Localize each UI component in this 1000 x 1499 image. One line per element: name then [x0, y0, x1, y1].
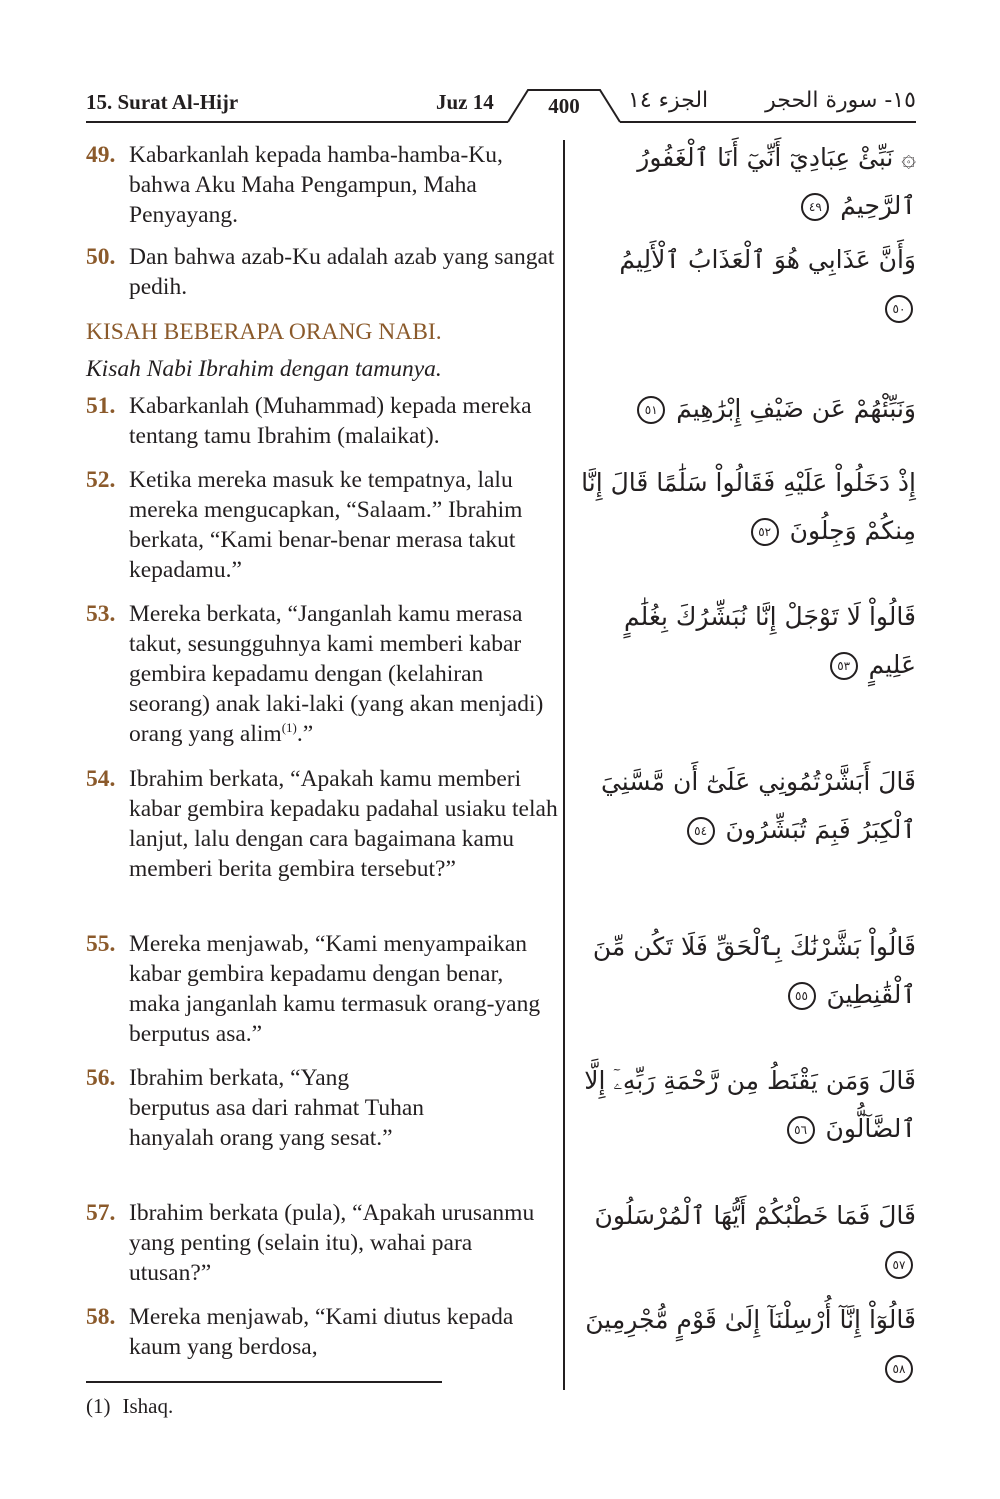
arabic-text: قَالُواْ لَا تَوْجَلْ إِنَّا نُبَشِّرُكَ بِغُلَٰمٍ عَلِيمٍ: [624, 602, 916, 679]
verse-translation-text: Mereka berkata, “Janganlah kamu merasa takut, sesungguhnya kami memberi kabar gembira kepadamu dengan (kelahiran seorang) anak laki-laki (yang akan menjadi) orang yang alim: [129, 601, 544, 747]
surah-title-latin: 15. Surat Al-Hijr: [86, 90, 239, 114]
verse-translation-tail: .”: [296, 721, 314, 747]
arabic-text: قَالُواْ بَشَّرْنَٰكَ بِٱلْحَقِّ فَلَا تَكُن مِّنَ ٱلْقَٰنِطِينَ: [592, 932, 916, 1009]
juz-label-arabic: الجزء ١٤: [628, 88, 709, 113]
verse-number: 56.: [86, 1065, 116, 1091]
footnote-rule: [86, 1381, 442, 1383]
surah-title-arabic: ١٥- سورة الحجر: [765, 88, 916, 113]
arabic-text: قَالَ وَمَن يَقْنَطُ مِن رَّحْمَةِ رَبِّهِۦٓ إِلَّا ٱلضَّآلُّونَ: [584, 1066, 916, 1143]
verse-number: 51.: [86, 393, 116, 419]
verse-52: [86, 465, 558, 585]
verse-49: [86, 140, 558, 230]
verse-58: [86, 1302, 558, 1362]
ayah-end-marker: ٥٦: [787, 1116, 815, 1144]
verse-translation: Ibrahim berkata (pula), “Apakah urusanmu yang penting (selain itu), wahai para utusan?”: [129, 1200, 535, 1286]
section-subheading: Kisah Nabi Ibrahim dengan tamunya.: [86, 356, 442, 382]
verse-56: [86, 1063, 429, 1153]
verse-55: [86, 929, 558, 1049]
arabic-text: قَالَ أَبَشَّرْتُمُونِي عَلَىٰٓ أَن مَّسَّنِيَ ٱلْكِبَرُ فَبِمَ تُبَشِّرُونَ: [600, 767, 916, 844]
arabic-verse-54: [580, 758, 916, 854]
ayah-end-marker: ٥٧: [885, 1251, 913, 1279]
verse-translation: Ketika mereka masuk ke tempatnya, lalu mereka mengucapkan, “Salaam.” Ibrahim berkata, “Kami benar-benar merasa takut kepadamu.”: [129, 467, 523, 583]
verse-54: [86, 764, 558, 884]
verse-number: 58.: [86, 1304, 116, 1330]
arabic-verse-50: [580, 236, 916, 332]
verse-51: [86, 391, 558, 451]
ayah-end-marker: ٥٨: [885, 1355, 913, 1383]
verse-number: 55.: [86, 931, 116, 957]
verse-number: 50.: [86, 244, 116, 270]
verse-translation: Ibrahim berkata, “Apakah kamu memberi kabar gembira kepadaku padahal usiaku telah lanjut, lalu dengan cara bagaimana kamu memberi berita gembira tersebut?”: [129, 766, 558, 882]
arabic-text: قَالَ فَمَا خَطْبُكُمْ أَيُّهَا ٱلْمُرْسَلُونَ: [594, 1201, 916, 1230]
footnote: [86, 1394, 173, 1419]
arabic-verse-51: [580, 385, 916, 433]
arabic-text: وَنَبِّئْهُمْ عَن ضَيْفِ إِبْرَٰهِيمَ: [676, 394, 916, 423]
verse-number: 57.: [86, 1200, 116, 1226]
verse-50: [86, 242, 558, 302]
verse-translation: Kabarkanlah kepada hamba-hamba-Ku, bahwa Aku Maha Pengampun, Maha Penyayang.: [129, 142, 503, 228]
verse-57: [86, 1198, 558, 1288]
arabic-text: قَالُوٓاْ إِنَّآ أُرْسِلْنَآ إِلَىٰ قَوْمٍ مُّجْرِمِينَ: [585, 1305, 916, 1334]
verse-translation: [129, 599, 558, 749]
verse-number: 49.: [86, 142, 116, 168]
ayah-end-marker: ٥١: [637, 396, 665, 424]
ayah-end-marker: ٥٣: [830, 652, 858, 680]
verse-translation: Mereka menjawab, “Kami menyampaikan kabar gembira kepadamu dengan benar, maka janganlah kamu termasuk orang-yang berputus asa.”: [129, 931, 541, 1047]
ayah-end-marker: ٥٤: [687, 817, 715, 845]
verse-number: 52.: [86, 467, 116, 493]
page-number: 400: [548, 94, 580, 118]
arabic-verse-49: [580, 134, 916, 230]
verse-number: 54.: [86, 766, 116, 792]
arabic-verse-58: [580, 1296, 916, 1392]
juz-label-latin: Juz 14: [436, 90, 494, 114]
ayah-end-marker: ٤٩: [801, 193, 829, 221]
arabic-text: وَأَنَّ عَذَابِي هُوَ ٱلْعَذَابُ ٱلْأَلِيمُ: [619, 245, 916, 274]
ayah-end-marker: ٥٢: [751, 518, 779, 546]
ayah-end-marker: ٥٥: [788, 982, 816, 1010]
arabic-verse-56: [580, 1057, 916, 1153]
arabic-verse-57: [580, 1192, 916, 1288]
arabic-verse-53: [580, 593, 916, 689]
arabic-text: ۞ نَبِّئْ عِبَادِيٓ أَنِّيٓ أَنَا ٱلْغَفُورُ ٱلرَّحِيمُ: [637, 143, 916, 220]
arabic-text: إِذْ دَخَلُواْ عَلَيْهِ فَقَالُواْ سَلَٰمًا قَالَ إِنَّا مِنكُمْ وَجِلُونَ: [581, 468, 916, 545]
footnote-reference: (1): [281, 720, 297, 736]
ayah-end-marker: ٥٠: [885, 295, 913, 323]
footnote-text: Ishaq.: [122, 1394, 174, 1418]
verse-number: 53.: [86, 601, 116, 627]
arabic-verse-52: [580, 459, 916, 555]
arabic-verse-55: [580, 923, 916, 1019]
column-divider: [563, 140, 565, 1390]
verse-translation: Kabarkanlah (Muhammad) kepada mereka tentang tamu Ibrahim (malaikat).: [129, 393, 532, 449]
section-heading: KISAH BEBERAPA ORANG NABI.: [86, 319, 442, 345]
verse-translation: Ibrahim berkata, “Yang berputus asa dari rahmat Tuhan hanyalah orang yang sesat.”: [129, 1065, 425, 1151]
page-header: [0, 86, 1000, 126]
verse-53: [86, 599, 558, 749]
verse-translation: Dan bahwa azab-Ku adalah azab yang sangat pedih.: [129, 244, 555, 300]
footnote-marker: (1): [86, 1394, 111, 1418]
verse-translation: Mereka menjawab, “Kami diutus kepada kaum yang berdosa,: [129, 1304, 514, 1360]
